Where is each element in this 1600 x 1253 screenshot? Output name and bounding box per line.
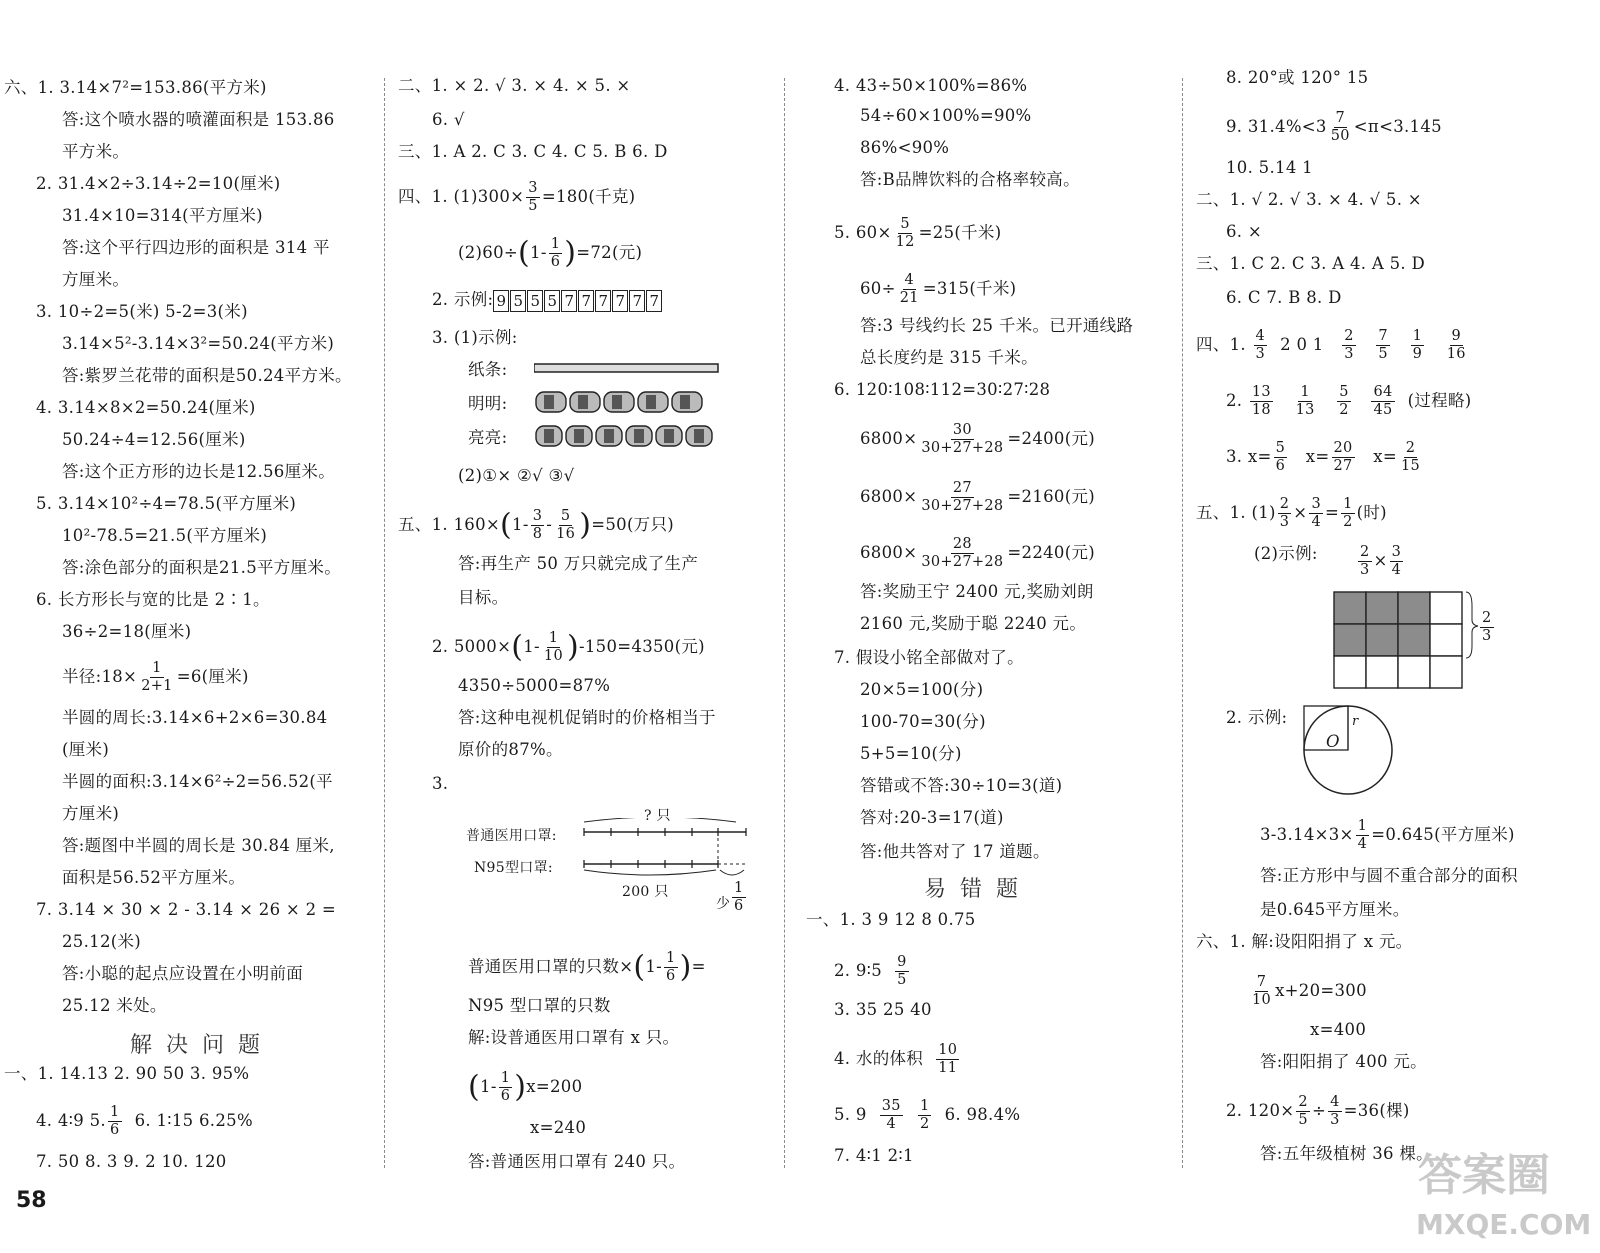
paper-loop-shade xyxy=(680,395,690,409)
fraction: $\frac{1}{13}$ xyxy=(1295,384,1315,418)
answer-line: 方厘米) xyxy=(62,804,120,823)
diagram-label: N95型口罩: xyxy=(474,860,553,876)
answer-line: 3. xyxy=(432,774,449,793)
fraction: $\frac{1}{6}$ xyxy=(109,1104,120,1138)
answer-line: 答:这个正方形的边长是12.56厘米。 xyxy=(62,462,335,481)
answer-line: 3. (1)示例: xyxy=(432,328,518,347)
fraction: $\frac{5}{2}$ xyxy=(1339,384,1349,418)
grid-cell xyxy=(1398,656,1430,688)
diagram-label: 少 xyxy=(716,896,731,912)
fraction: $\frac{13}{18}$ xyxy=(1251,384,1271,418)
answer-line: 31.4×10=314(平方厘米) xyxy=(62,206,263,225)
answer-line: 3.14×5²-3.14×3²=50.24(平方米) xyxy=(62,334,335,353)
answer-line: 五、1. (1) $\frac{2}{3}$ × $\frac{3}{4}$ = $\frac{1}{2}$ (时) xyxy=(1196,496,1387,530)
answer-line: 9. 31.4%<3 $\frac{7}{50}$ <π<3.145 xyxy=(1226,110,1442,144)
answer-line: 6. C 7. B 8. D xyxy=(1226,288,1342,307)
grid-cell xyxy=(1398,624,1430,656)
answer-line: 100-70=30(分) xyxy=(860,712,986,731)
grid-cell xyxy=(1366,656,1398,688)
watermark-url: MXQE.COM xyxy=(1416,1208,1592,1241)
answer-line: 60÷ $\frac{4}{21}$ =315(千米) xyxy=(860,272,1017,306)
answer-line: 五、1. 160×(1- $\frac{3}{8}$ - $\frac{5}{16}$ )=50(万只) xyxy=(398,507,675,543)
column-4 xyxy=(1196,0,1596,1253)
answer-line: 25.12 米处。 xyxy=(62,996,167,1015)
answer-line: x=240 xyxy=(530,1118,587,1137)
digit-card: 7 xyxy=(629,290,645,312)
section-title: 易错题 xyxy=(924,877,1033,902)
answer-line: 5. 9 $\frac{35}{4}$ $\frac{1}{2}$ 6. 98.4% xyxy=(834,1098,1021,1132)
answer-line: 6800× $\frac{30}{30+27+28}$ =2400(元) xyxy=(860,422,1095,456)
answer-line: 3-3.14×3× $\frac{1}{4}$ =0.645(平方厘米) xyxy=(1260,818,1515,852)
paper-loop-shade xyxy=(578,395,588,409)
column-divider xyxy=(1182,78,1183,1168)
fraction: $\frac{3}{5}$ xyxy=(528,180,538,214)
answer-line: 2. 5000×(1- $\frac{1}{10}$ )-150=4350(元) xyxy=(432,629,705,665)
fraction-grid xyxy=(1332,590,1494,694)
answer-line: 7. 3.14 × 30 × 2 - 3.14 × 26 × 2 = xyxy=(36,900,337,919)
fraction: $\frac{1}{6}$ xyxy=(500,1070,511,1104)
label-liangliang: 亮亮: xyxy=(468,428,508,447)
answer-line: 54÷60×100%=90% xyxy=(860,106,1032,125)
answer-line: 半圆的面积:3.14×6²÷2=56.52(平 xyxy=(62,772,333,791)
fraction: $\frac{4}{3}$ xyxy=(1330,1094,1340,1128)
page-number: 58 xyxy=(16,1188,47,1213)
answer-line: (1- $\frac{1}{6}$ )x=200 xyxy=(468,1069,583,1105)
digit-card: 5 xyxy=(510,290,526,312)
answer-line: 原价的87%。 xyxy=(458,740,563,759)
digit-card: 7 xyxy=(612,290,628,312)
answer-line: 2. 9∶5 $\frac{9}{5}$ xyxy=(834,954,907,988)
answer-line: (厘米) xyxy=(62,740,110,759)
answer-line: 4. 3.14×8×2=50.24(厘米) xyxy=(36,398,256,417)
fraction: $\frac{5}{12}$ xyxy=(895,216,915,250)
grid-label: $\frac{2}{3}$ × $\frac{3}{4}$ xyxy=(1360,544,1402,578)
fraction: $\frac{9}{16}$ xyxy=(1446,328,1466,362)
fraction: $\frac{7}{10}$ xyxy=(1252,974,1272,1008)
answer-line: 二、1. × 2. √ 3. × 4. × 5. × xyxy=(398,76,631,95)
radius-label: r xyxy=(1352,714,1359,729)
answer-line: 86%<90% xyxy=(860,138,950,157)
answer-line: 5+5=10(分) xyxy=(860,744,962,763)
grid-cell xyxy=(1430,592,1462,624)
diagram-label: 200 只 xyxy=(622,884,669,900)
fraction: $\frac{2}{3}$ xyxy=(1279,496,1290,530)
answer-line: 目标。 xyxy=(458,588,509,607)
answer-line: 答:B品牌饮料的合格率较高。 xyxy=(860,170,1080,189)
fraction: $\frac{1}{2+1}$ xyxy=(141,660,173,694)
paper-loop-shade xyxy=(544,395,554,409)
answer-line: 7. 假设小铭全部做对了。 xyxy=(834,648,1024,667)
grid-cell xyxy=(1430,656,1462,688)
watermark-logo xyxy=(1410,1138,1595,1243)
answer-line: 2. 示例: 9 5 5 5 7 7 7 7 7 7 xyxy=(432,288,663,312)
answer-line: 6. 长方形长与宽的比是 2∶1。 xyxy=(36,590,270,609)
fraction: $\frac{1}{6}$ xyxy=(666,950,676,984)
answer-line: 5. 60× $\frac{5}{12}$ =25(千米) xyxy=(834,216,1002,250)
answer-line: 答:这个平行四边形的面积是 314 平 xyxy=(62,238,330,257)
fraction: $\frac{64}{45}$ xyxy=(1373,384,1393,418)
answer-line: 答:普通医用口罩有 240 只。 xyxy=(468,1152,686,1171)
digit-card: 7 xyxy=(561,290,577,312)
grid-cell xyxy=(1366,624,1398,656)
answer-line: 2. $\frac{13}{18}$ $\frac{1}{13}$ $\frac{5}{2}$ $\frac{64}{45}$ (过程略) xyxy=(1226,384,1472,418)
circle-center-label: O xyxy=(1326,732,1340,751)
fraction: $\frac{30}{30+27+28}$ xyxy=(921,422,1004,456)
answer-line: 平方米。 xyxy=(62,142,130,161)
fraction: $\frac{4}{3}$ xyxy=(1255,328,1266,362)
digit-card: 5 xyxy=(544,290,560,312)
grid-cell xyxy=(1334,624,1366,656)
answer-line: 半径:18× $\frac{1}{2+1}$ =6(厘米) xyxy=(62,660,249,694)
fraction: $\frac{1}{6}$ xyxy=(734,880,744,914)
answer-line: 3. 35 25 40 xyxy=(834,1000,932,1019)
answer-line: 答:这种电视机促销时的价格相当于 xyxy=(458,708,716,727)
answer-line: 六、1. 解:设阳阳捐了 x 元。 xyxy=(1196,932,1413,951)
fraction: $\frac{1}{6}$ xyxy=(550,236,561,270)
fraction: $\frac{7}{5}$ xyxy=(1378,328,1388,362)
grid-cell xyxy=(1334,656,1366,688)
fraction: $\frac{2}{5}$ xyxy=(1298,1094,1308,1128)
answer-line: 面积是56.52平方厘米。 xyxy=(62,868,246,887)
paper-strip-diagram xyxy=(534,356,724,456)
fraction: $\frac{2}{15}$ xyxy=(1400,440,1421,474)
answer-line: 三、1. C 2. C 3. A 4. A 5. D xyxy=(1196,254,1426,273)
paper-loop-shade xyxy=(544,429,554,443)
answer-line: 8. 20°或 120° 15 xyxy=(1226,68,1369,87)
answer-line: 6800× $\frac{27}{30+27+28}$ =2160(元) xyxy=(860,480,1095,514)
column-2 xyxy=(398,0,770,1253)
diagram-label: ? 只 xyxy=(644,808,671,824)
answer-line: 答:小聪的起点应设置在小明前面 xyxy=(62,964,304,983)
answer-line: 4. 43÷50×100%=86% xyxy=(834,76,1028,95)
column-1 xyxy=(4,0,374,1253)
answer-line: 答:五年级植树 36 棵。 xyxy=(1260,1144,1433,1163)
answer-line: 6. 120∶108∶112=30∶27∶28 xyxy=(834,380,1051,399)
paper-loop-shade xyxy=(612,395,622,409)
answer-line: 3. 10÷2=5(米) 5-2=3(米) xyxy=(36,302,248,321)
fraction: $\frac{3}{4}$ xyxy=(1311,496,1321,530)
fraction: $\frac{28}{30+27+28}$ xyxy=(921,536,1004,570)
fraction: $\frac{3}{8}$ xyxy=(532,508,543,542)
fraction: $\frac{2}{3}$ xyxy=(1344,328,1354,362)
answer-line: 2160 元,奖励于聪 2240 元。 xyxy=(860,614,1087,633)
answer-line: 答错或不答:30÷10=3(道) xyxy=(860,776,1063,795)
fraction: $\frac{10}{11}$ xyxy=(938,1042,958,1076)
fraction: $\frac{9}{5}$ xyxy=(897,954,907,988)
answer-line: 6800× $\frac{28}{30+27+28}$ =2240(元) xyxy=(860,536,1095,570)
fraction: $\frac{2}{3}$ xyxy=(1482,610,1492,644)
fraction: $\frac{2}{3}$ xyxy=(1360,544,1370,578)
answer-line: 25.12(米) xyxy=(62,932,142,951)
answer-line: 四、1. $\frac{4}{3}$ 2 0 1 $\frac{2}{3}$ $\frac{7}{5}$ $\frac{1}{9}$ $\frac{9}{16}$ xyxy=(1196,328,1466,362)
answer-line: 20×5=100(分) xyxy=(860,680,984,699)
fraction: $\frac{3}{4}$ xyxy=(1391,544,1402,578)
answer-line: 答:这个喷水器的喷灌面积是 153.86 xyxy=(62,110,335,129)
answer-line: 一、1. 3 9 12 8 0.75 xyxy=(806,910,976,929)
digit-card: 9 xyxy=(493,290,509,312)
label-paper: 纸条: xyxy=(468,360,508,379)
answer-line: 4. 4∶9 5. $\frac{1}{6}$ 6. 1∶15 6.25% xyxy=(36,1104,253,1138)
answer-line: 答:题图中半圆的周长是 30.84 厘米, xyxy=(62,836,335,855)
answer-line: 5. 3.14×10²÷4=78.5(平方厘米) xyxy=(36,494,297,513)
answer-line: 答:涂色部分的面积是21.5平方厘米。 xyxy=(62,558,341,577)
answer-line: 4. 水的体积 $\frac{10}{11}$ xyxy=(834,1042,958,1076)
answer-line: 答:奖励王宁 2400 元,奖励刘朗 xyxy=(860,582,1094,601)
fraction: $\frac{7}{50}$ xyxy=(1330,110,1350,144)
paper-loop-shade xyxy=(646,395,656,409)
fraction: $\frac{1}{2}$ xyxy=(919,1098,930,1132)
answer-line: 3. x= $\frac{5}{6}$ x= $\frac{20}{27}$ x= $\frac{2}{15}$ xyxy=(1226,440,1421,474)
paper-loop-shade xyxy=(634,429,644,443)
answer-line: 10. 5.14 1 xyxy=(1226,158,1313,177)
column-3 xyxy=(806,0,1174,1253)
paper-loop-shade xyxy=(574,429,584,443)
paper-loop-shade xyxy=(664,429,674,443)
answer-line: 一、1. 14.13 2. 90 50 3. 95% xyxy=(4,1064,250,1083)
fraction: $\frac{4}{21}$ xyxy=(899,272,919,306)
diagram-label: 普通医用口罩: xyxy=(466,828,557,844)
fraction: $\frac{1}{2}$ xyxy=(1343,496,1353,530)
fraction: $\frac{5}{6}$ xyxy=(1275,440,1286,474)
column-divider xyxy=(784,78,785,1168)
answer-line: (2)①× ②√ ③√ xyxy=(458,466,575,485)
fraction: $\frac{20}{27}$ xyxy=(1333,440,1353,474)
answer-line: $\frac{7}{10}$ x+20=300 xyxy=(1252,974,1367,1008)
fraction: $\frac{35}{4}$ xyxy=(881,1098,901,1132)
label-mingming: 明明: xyxy=(468,394,508,413)
answer-line: 四、1. (1)300× $\frac{3}{5}$ =180(千克) xyxy=(398,180,636,214)
watermark-text: 答案圈 xyxy=(1418,1150,1550,1201)
answer-line: 答:他共答对了 17 道题。 xyxy=(860,842,1050,861)
answer-line: 解:设普通医用口罩有 x 只。 xyxy=(468,1028,680,1047)
answer-line: 是0.645平方厘米。 xyxy=(1260,900,1410,919)
answer-line: 2. 示例: xyxy=(1226,708,1288,727)
fraction: $\frac{1}{9}$ xyxy=(1412,328,1423,362)
paper-loop-shade xyxy=(604,429,614,443)
answer-line: x=400 xyxy=(1310,1020,1367,1039)
digit-card: 5 xyxy=(527,290,543,312)
digit-card: 7 xyxy=(595,290,611,312)
digit-card: 7 xyxy=(578,290,594,312)
answer-line: 6. × xyxy=(1226,222,1263,241)
answer-line: 2. 31.4×2÷3.14÷2=10(厘米) xyxy=(36,174,281,193)
answer-line: 答:3 号线约长 25 千米。已开通线路 xyxy=(860,316,1134,335)
answer-line: 普通医用口罩的只数×(1- $\frac{1}{6}$ )= xyxy=(468,949,706,985)
answer-line: 6. √ xyxy=(432,110,465,129)
column-divider xyxy=(384,78,385,1168)
digit-card: 7 xyxy=(646,290,662,312)
section-title: 解决问题 xyxy=(130,1033,275,1058)
answer-line: 答:正方形中与圆不重合部分的面积 xyxy=(1260,866,1518,885)
answer-line: 半圆的周长:3.14×6+2×6=30.84 xyxy=(62,708,328,727)
answer-line: (2)60÷(1- $\frac{1}{6}$ )=72(元) xyxy=(458,235,643,271)
answer-line: 4350÷5000=87% xyxy=(458,676,611,695)
grid-cell xyxy=(1334,592,1366,624)
answer-line: (2)示例: xyxy=(1254,544,1318,563)
grid-cell xyxy=(1398,592,1430,624)
paper-loop-shade xyxy=(694,429,704,443)
answer-line: 二、1. √ 2. √ 3. × 4. √ 5. × xyxy=(1196,190,1422,209)
answer-line: 2. 120× $\frac{2}{5}$ ÷ $\frac{4}{3}$ =36(棵) xyxy=(1226,1094,1410,1128)
circle-square-diagram xyxy=(1302,702,1394,798)
answer-line: 7. 50 8. 3 9. 2 10. 120 xyxy=(36,1152,227,1171)
line-segment-diagram xyxy=(582,818,752,894)
answer-line: 答对:20-3=17(道) xyxy=(860,808,1004,827)
fraction: $\frac{1}{10}$ xyxy=(543,630,563,664)
answer-line: 答:阳阳捐了 400 元。 xyxy=(1260,1052,1427,1071)
answer-line: 10²-78.5=21.5(平方厘米) xyxy=(62,526,268,545)
answer-line: 答:紫罗兰花带的面积是50.24平方米。 xyxy=(62,366,352,385)
answer-line: 36÷2=18(厘米) xyxy=(62,622,192,641)
answer-line: 总长度约是 315 千米。 xyxy=(860,348,1038,367)
grid-cell xyxy=(1430,624,1462,656)
grid-cell xyxy=(1366,592,1398,624)
grid-side-label xyxy=(1478,610,1496,645)
answer-line: 三、1. A 2. C 3. C 4. C 5. B 6. D xyxy=(398,142,668,161)
answer-line: 方厘米。 xyxy=(62,270,130,289)
fraction: $\frac{27}{30+27+28}$ xyxy=(921,480,1004,514)
answer-line: 7. 4∶1 2∶1 xyxy=(834,1146,914,1165)
fraction: $\frac{5}{16}$ xyxy=(556,508,576,542)
digit-cards xyxy=(493,290,663,309)
answer-line: 答:再生产 50 万只就完成了生产 xyxy=(458,554,699,573)
answer-line: 50.24÷4=12.56(厘米) xyxy=(62,430,246,449)
fraction: $\frac{1}{4}$ xyxy=(1357,818,1368,852)
answer-line: 六、1. 3.14×7²=153.86(平方米) xyxy=(4,78,267,97)
answer-line: N95 型口罩的只数 xyxy=(468,996,611,1015)
